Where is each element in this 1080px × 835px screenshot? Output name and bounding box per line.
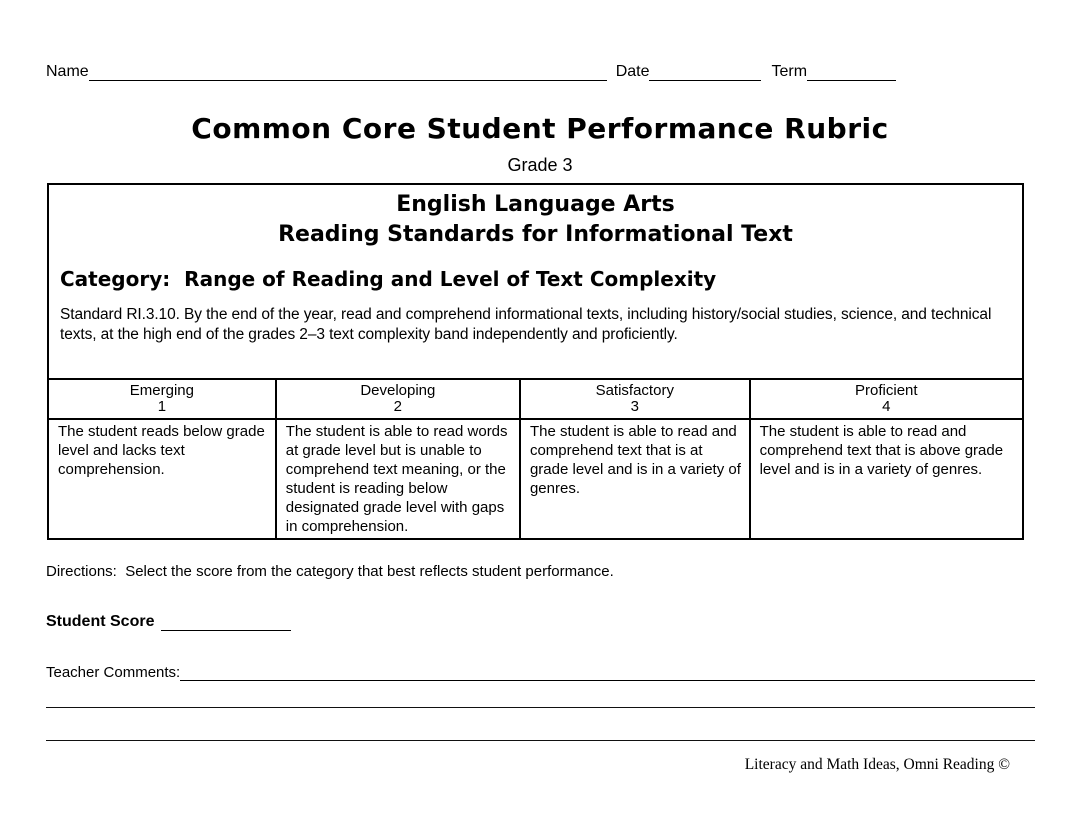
level-score: 2 bbox=[393, 398, 403, 415]
level-score: 1 bbox=[157, 398, 167, 415]
student-score-row bbox=[46, 611, 291, 631]
student-score-label: Student Score bbox=[46, 613, 155, 630]
column-header-developing bbox=[275, 380, 519, 420]
rubric-box-header bbox=[49, 190, 1022, 378]
student-score-blank-line bbox=[161, 611, 291, 631]
term-blank-line bbox=[807, 61, 896, 81]
level-label: Proficient bbox=[855, 382, 918, 399]
description-cell-emerging: The student reads below grade level and lacks text comprehension. bbox=[58, 423, 265, 478]
comments-blank-line-3 bbox=[46, 740, 1035, 741]
directions-text: Directions: Select the score from the category that best reflects student performance. bbox=[46, 563, 614, 580]
date-blank-line bbox=[649, 61, 761, 81]
teacher-comments-row bbox=[46, 661, 1035, 681]
column-header-satisfactory bbox=[519, 380, 749, 420]
level-score: 4 bbox=[882, 398, 891, 415]
term-label: Term bbox=[771, 63, 808, 80]
teacher-comments-label: Teacher Comments: bbox=[46, 664, 181, 681]
description-cell-satisfactory: The student is able to read and comprehend text that is at grade level and is in a variety of genres. bbox=[519, 420, 749, 538]
strand-heading: Reading Standards for Informational Text bbox=[278, 222, 793, 247]
column-header-emerging bbox=[49, 380, 275, 420]
category-line: Category: Range of Reading and Level of Text Complexity bbox=[60, 267, 717, 291]
comments-blank-line-2 bbox=[46, 707, 1035, 708]
footer-credit: Literacy and Math Ideas, Omni Reading © bbox=[744, 756, 1010, 773]
description-cell-proficient: The student is able to read and comprehend text that is above grade level and is in a variety of genres. bbox=[749, 420, 1022, 538]
subject-heading: English Language Arts bbox=[396, 192, 675, 217]
name-blank-line bbox=[89, 61, 607, 81]
teacher-comments-blank-line bbox=[180, 661, 1035, 681]
date-label: Date bbox=[615, 63, 650, 80]
name-date-term-row bbox=[46, 61, 896, 81]
grade-label: Grade 3 bbox=[507, 155, 573, 175]
rubric-box bbox=[47, 183, 1024, 540]
level-label: Emerging bbox=[129, 382, 194, 399]
page-title: Common Core Student Performance Rubric bbox=[191, 112, 889, 145]
column-header-proficient bbox=[749, 380, 1022, 420]
description-cell-developing: The student is able to read words at grade level but is unable to comprehend text meaning, or the student is reading below designated grade level with gaps in comprehension. bbox=[275, 420, 519, 538]
standard-description: Standard RI.3.10. By the end of the year, read and comprehend informational texts, including history/social studies, science, and technical texts, at the high end of the grades 2–3 text complexity band independently and proficiently. bbox=[60, 306, 992, 343]
level-label: Satisfactory bbox=[595, 382, 674, 399]
level-label: Developing bbox=[360, 382, 436, 399]
performance-levels-table bbox=[49, 378, 1022, 538]
name-label: Name bbox=[46, 63, 89, 80]
level-score: 3 bbox=[630, 398, 639, 415]
